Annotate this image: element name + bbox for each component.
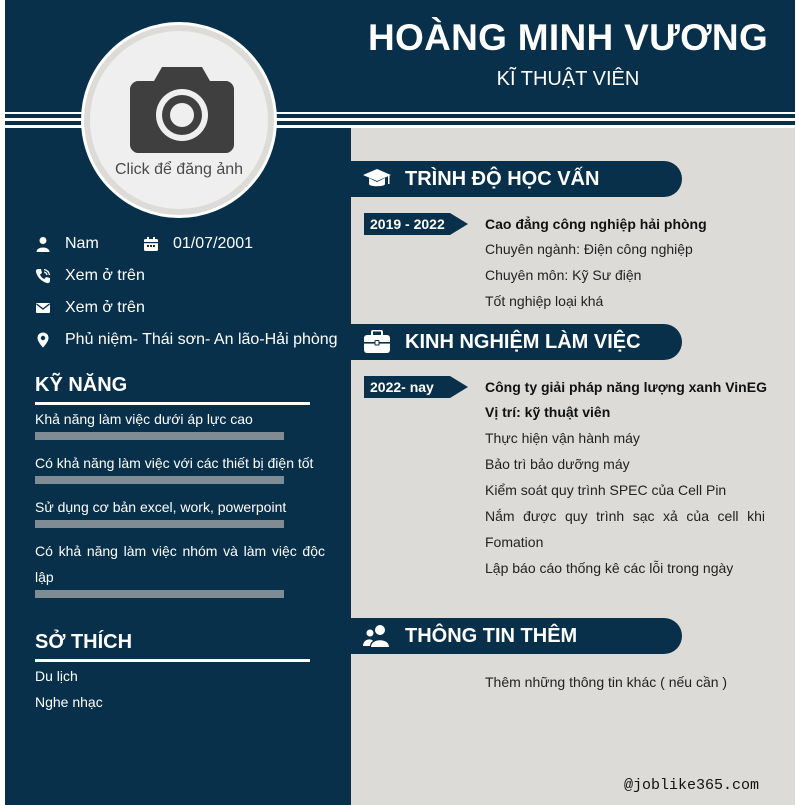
email-value: Xem ở trên bbox=[65, 299, 145, 316]
experience-line: Lập báo cáo thống kê các lỗi trong ngày bbox=[485, 560, 734, 576]
avatar-upload[interactable] bbox=[81, 22, 277, 218]
experience-company: Công ty giải pháp năng lượng xanh VinEG bbox=[485, 379, 767, 395]
job-title: KĨ THUẬT VIÊN bbox=[496, 68, 640, 90]
education-period: 2019 - 2022 bbox=[364, 213, 450, 235]
skill-bar bbox=[35, 520, 284, 528]
experience-line: Nắm được quy trình sạc xả của cell khi Fomation bbox=[485, 508, 765, 550]
education-line: Chuyên ngành: Điện công nghiệp bbox=[485, 241, 693, 257]
hobbies-underline bbox=[35, 659, 310, 662]
extra-banner bbox=[351, 618, 682, 654]
cv-page bbox=[5, 0, 795, 805]
contact-email bbox=[35, 297, 145, 319]
contact-gender bbox=[35, 233, 99, 255]
briefcase-icon bbox=[363, 330, 391, 354]
education-heading: TRÌNH ĐỘ HỌC VẤN bbox=[405, 168, 600, 190]
left-column bbox=[5, 128, 351, 805]
envelope-icon bbox=[35, 300, 51, 316]
skill-bar bbox=[35, 432, 284, 440]
education-line: Chuyên môn: Kỹ Sư điện bbox=[485, 267, 642, 283]
experience-position: Vị trí: kỹ thuật viên bbox=[485, 404, 611, 420]
phone-icon bbox=[35, 268, 51, 284]
experience-heading: KINH NGHIỆM LÀM VIỆC bbox=[405, 331, 641, 353]
experience-period: 2022- nay bbox=[364, 376, 450, 398]
education-line: Tốt nghiệp loại khá bbox=[485, 293, 604, 309]
location-pin-icon bbox=[35, 332, 51, 348]
education-school: Cao đẳng công nghiệp hải phòng bbox=[485, 216, 707, 232]
contact-birthday bbox=[143, 233, 253, 255]
skill-bar bbox=[35, 476, 284, 484]
avatar-placeholder[interactable] bbox=[90, 31, 268, 209]
extra-heading: THÔNG TIN THÊM bbox=[405, 625, 578, 647]
extra-text: Thêm những thông tin khác ( nếu cần ) bbox=[485, 674, 728, 690]
hobbies-heading: SỞ THÍCH bbox=[35, 631, 133, 653]
hobby-item: Nghe nhạc bbox=[35, 694, 103, 710]
contact-address bbox=[35, 329, 338, 351]
skill-item: Có khả năng làm việc nhóm và làm việc độc lập bbox=[35, 543, 325, 585]
graduation-cap-icon bbox=[363, 167, 391, 191]
gender-value: Nam bbox=[65, 235, 99, 252]
camera-icon bbox=[130, 63, 234, 153]
skills-underline bbox=[35, 402, 310, 405]
calendar-icon bbox=[143, 236, 159, 252]
skill-bar bbox=[35, 590, 284, 598]
candidate-name: HOÀNG MINH VƯƠNG bbox=[367, 17, 769, 58]
watermark: @joblike365.com bbox=[624, 777, 760, 794]
experience-line: Bảo trì bảo dưỡng máy bbox=[485, 456, 630, 472]
skill-item: Có khả năng làm việc với các thiết bị điện tốt bbox=[35, 455, 314, 471]
hobby-item: Du lịch bbox=[35, 668, 78, 684]
experience-banner bbox=[351, 324, 682, 360]
avatar-caption: Click để đăng ảnh bbox=[114, 161, 244, 178]
users-icon bbox=[363, 624, 391, 648]
skill-item: Sử dụng cơ bản excel, work, powerpoint bbox=[35, 499, 287, 515]
skills-heading: KỸ NĂNG bbox=[35, 374, 128, 396]
person-icon bbox=[35, 236, 51, 252]
phone-value: Xem ở trên bbox=[65, 267, 145, 284]
education-banner bbox=[351, 161, 682, 197]
address-value: Phủ niệm- Thái sơn- An lão-Hải phòng bbox=[65, 331, 338, 348]
experience-line: Kiểm soát quy trình SPEC của Cell Pin bbox=[485, 482, 727, 498]
skill-item: Khả năng làm việc dưới áp lực cao bbox=[35, 411, 253, 427]
contact-phone bbox=[35, 265, 145, 287]
experience-line: Thực hiện vận hành máy bbox=[485, 430, 640, 446]
birthday-value: 01/07/2001 bbox=[173, 235, 254, 252]
